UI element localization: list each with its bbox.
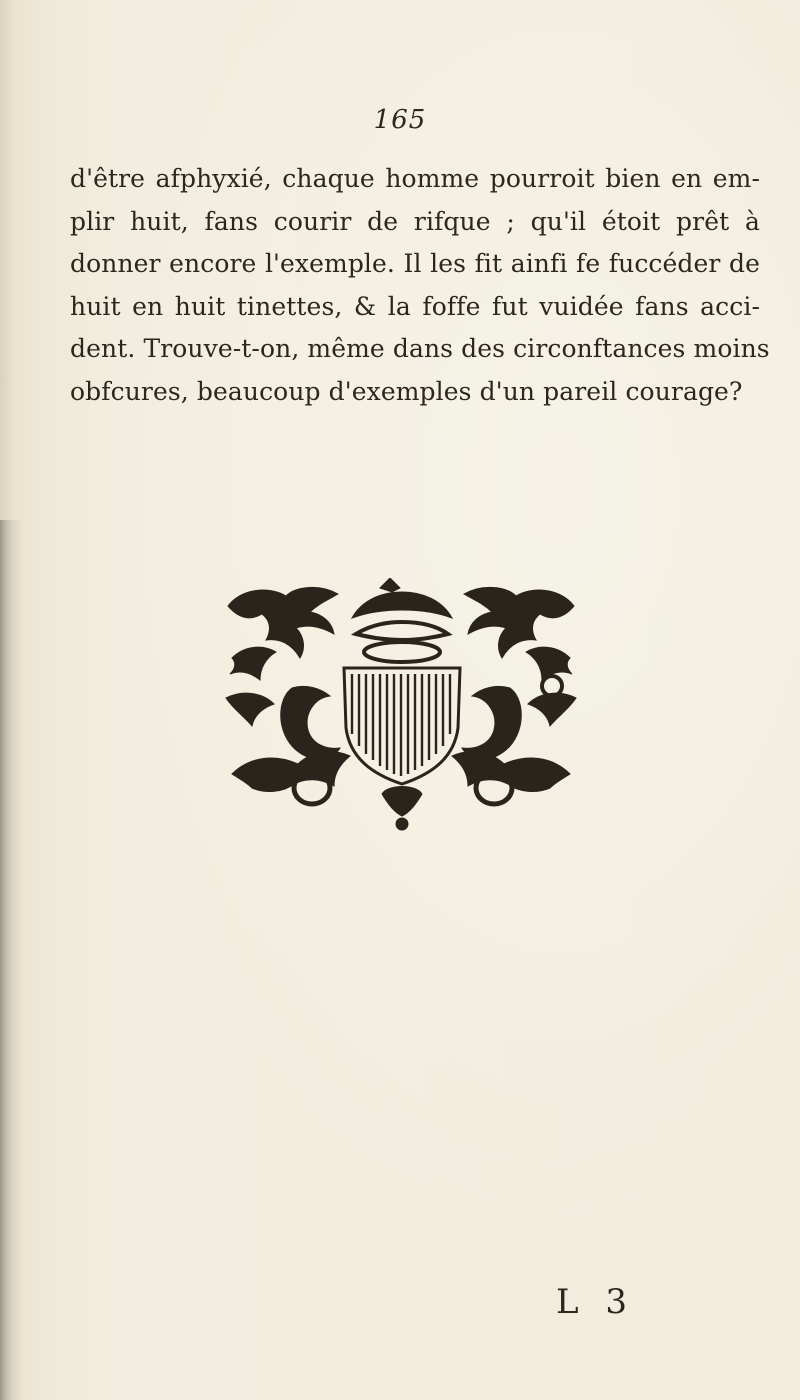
text-line: d'être afphyxié, chaque homme pourroit bien en em- — [70, 164, 760, 193]
signature-mark: L 3 — [556, 1282, 636, 1322]
text-line: dent. Trouve-t-on, même dans des circonftances moins — [70, 334, 770, 364]
page-gutter-shadow — [0, 520, 22, 1400]
text-line: donner encore l'exemple. Il les fit ainfi fe fuccéder de — [70, 249, 760, 279]
text-line: obfcures, beaucoup d'exemples d'un pareil courage? — [70, 376, 743, 406]
page-number: 165 — [373, 105, 427, 135]
armorial-fleuron-ornament-icon — [222, 578, 580, 832]
text-line: huit en huit tinettes, & la foffe fut vuidée fans acci- — [70, 291, 760, 321]
body-text — [70, 158, 770, 414]
text-line: plir huit, fans courir de rifque ; qu'il étoit prêt à — [70, 206, 760, 236]
